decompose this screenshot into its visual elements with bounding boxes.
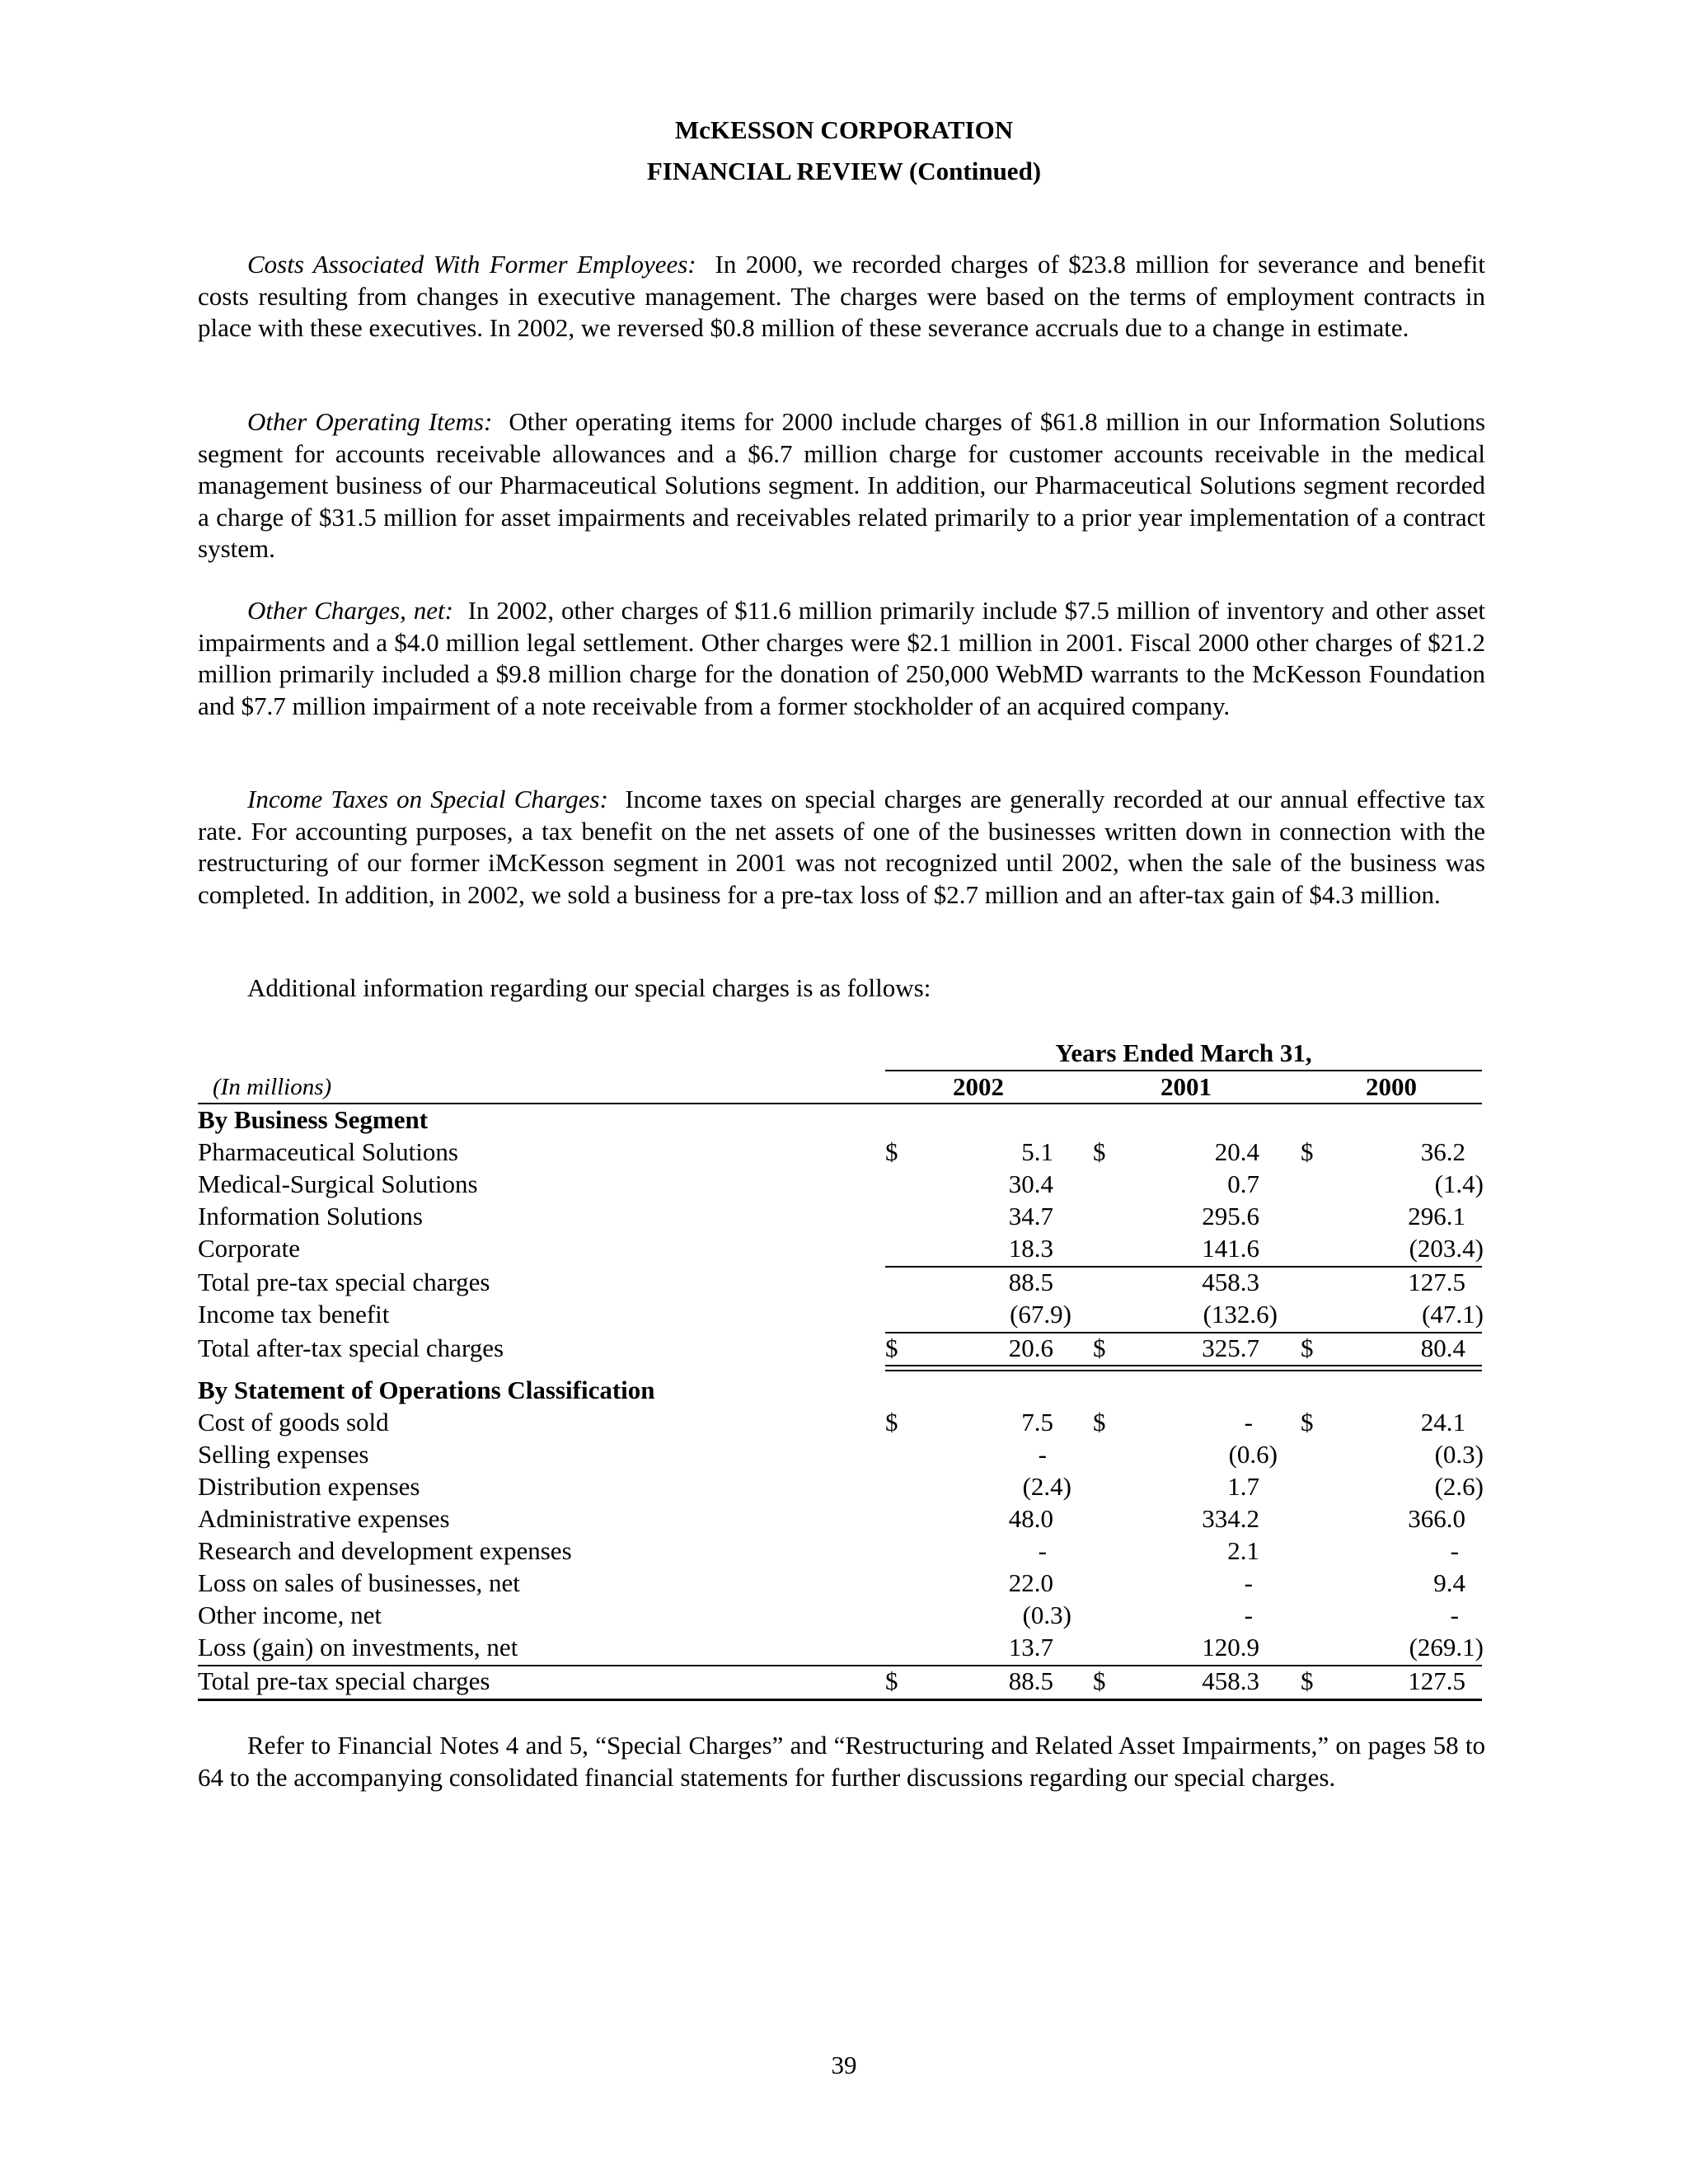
dollar-sign: $: [1093, 1408, 1106, 1436]
dollar-sign: $: [1301, 1408, 1314, 1436]
value-2001: 325.7: [1202, 1333, 1259, 1362]
value-2002: 18.3: [1008, 1234, 1053, 1263]
value-2000: -: [1450, 1536, 1459, 1565]
value-2000: (203.4): [1409, 1234, 1484, 1263]
paragraph-other-operating-items: [198, 406, 1485, 565]
value-2001: 458.3: [1202, 1268, 1259, 1296]
row-label: Corporate: [198, 1234, 300, 1263]
total-double-rule: [885, 1365, 1482, 1371]
value-2002: 30.4: [1008, 1169, 1053, 1198]
dollar-sign: $: [885, 1666, 898, 1695]
period-header: Years Ended March 31,: [1055, 1038, 1312, 1067]
paragraph-text: Other operating items for 2000 include charges of $61.8 million in our Information Solutions segment for accounts receivable allowances and a $6.7 million charge for customer accounts receivable in the medical management business of our Pharmaceutical Solutions segment. In addition, our Pharmaceutical Solutions segment recorded a charge of $31.5 million for asset impairments and receivables related primarily to a prior year implementation of a contract system.: [198, 407, 1486, 563]
value-2000: 36.2: [1420, 1137, 1465, 1166]
value-2001: 2.1: [1227, 1536, 1259, 1565]
value-2002: 7.5: [1021, 1408, 1053, 1436]
dollar-sign: $: [1301, 1666, 1314, 1695]
value-2001: -: [1244, 1408, 1253, 1436]
table-row: [0, 1439, 1688, 1470]
value-2000: 127.5: [1408, 1268, 1465, 1296]
column-header-2001: 2001: [1160, 1072, 1212, 1101]
table-intro: Additional information regarding our special charges is as follows:: [247, 973, 931, 1002]
value-2002: -: [1038, 1536, 1047, 1565]
value-2002: 48.0: [1008, 1504, 1053, 1533]
value-2000: -: [1450, 1601, 1459, 1629]
row-label: Distribution expenses: [198, 1472, 420, 1501]
dollar-sign: $: [885, 1408, 898, 1436]
value-2000: (47.1): [1422, 1300, 1484, 1329]
table-row: [0, 1137, 1688, 1168]
dollar-sign: $: [1301, 1137, 1314, 1166]
page-number: 39: [831, 2050, 857, 2079]
value-2001: 120.9: [1202, 1633, 1259, 1661]
value-2000: 127.5: [1408, 1666, 1465, 1695]
value-2002: (67.9): [1010, 1300, 1071, 1329]
dollar-sign: $: [885, 1137, 898, 1166]
row-label: Total pre-tax special charges: [198, 1268, 490, 1296]
row-label: Pharmaceutical Solutions: [198, 1137, 458, 1166]
value-2001: (0.6): [1228, 1440, 1278, 1469]
table-row: [0, 1632, 1688, 1663]
value-2002: 88.5: [1008, 1666, 1053, 1695]
row-label: Total after-tax special charges: [198, 1333, 504, 1362]
value-2001: 141.6: [1202, 1234, 1259, 1263]
page-subtitle: FINANCIAL REVIEW (Continued): [646, 157, 1042, 185]
row-label: Selling expenses: [198, 1440, 369, 1469]
table-row: [0, 1666, 1688, 1697]
value-2002: 13.7: [1008, 1633, 1053, 1661]
value-2002: 20.6: [1008, 1333, 1053, 1362]
table-row: [0, 1600, 1688, 1631]
table-row: [0, 1568, 1688, 1599]
table-row: [0, 1471, 1688, 1502]
value-2000: (1.4): [1434, 1169, 1484, 1198]
closing-paragraph: [198, 1730, 1485, 1793]
units-label: (In millions): [213, 1074, 332, 1100]
closing-text: Refer to Financial Notes 4 and 5, “Special Charges” and “Restructuring and Related Asset Impairments,” on pages 58 to 64 to the accompanying consolidated financial statements for further discussions regarding our special charges.: [198, 1731, 1485, 1792]
value-2001: 1.7: [1227, 1472, 1259, 1501]
column-header-2000: 2000: [1366, 1072, 1417, 1101]
row-label: Other income, net: [198, 1601, 382, 1629]
section-title-operations-classification: By Statement of Operations Classification: [198, 1376, 655, 1404]
value-2002: -: [1038, 1440, 1047, 1469]
row-label: Loss (gain) on investments, net: [198, 1633, 518, 1661]
value-2000: 296.1: [1408, 1202, 1465, 1230]
section-title-row: [0, 1104, 1688, 1136]
row-label: Information Solutions: [198, 1202, 423, 1230]
row-label: Loss on sales of businesses, net: [198, 1568, 520, 1597]
value-2000: (2.6): [1434, 1472, 1484, 1501]
value-2001: 0.7: [1227, 1169, 1259, 1198]
value-2001: -: [1244, 1568, 1253, 1597]
value-2000: (0.3): [1434, 1440, 1484, 1469]
paragraph-heading: Other Charges, net:: [247, 596, 453, 625]
row-label: Research and development expenses: [198, 1536, 572, 1565]
paragraph-heading: Costs Associated With Former Employees:: [247, 250, 696, 279]
value-2001: 458.3: [1202, 1666, 1259, 1695]
table-row: [0, 1503, 1688, 1535]
table-row: [0, 1333, 1688, 1364]
value-2000: 24.1: [1420, 1408, 1465, 1436]
dollar-sign: $: [885, 1333, 898, 1362]
value-2001: 20.4: [1214, 1137, 1259, 1166]
value-2001: 334.2: [1202, 1504, 1259, 1533]
value-2001: -: [1244, 1601, 1253, 1629]
value-2002: (0.3): [1022, 1601, 1071, 1629]
paragraph-income-taxes: [198, 784, 1485, 911]
company-title: McKESSON CORPORATION: [674, 115, 1014, 144]
table-row: [0, 1201, 1688, 1232]
value-2001: (132.6): [1203, 1300, 1278, 1329]
table-row: [0, 1169, 1688, 1200]
dollar-sign: $: [1093, 1137, 1106, 1166]
dollar-sign: $: [1301, 1333, 1314, 1362]
paragraph-former-employees: [198, 249, 1485, 344]
column-header-2002: 2002: [953, 1072, 1004, 1101]
paragraph-other-charges: [198, 595, 1485, 722]
row-label: Total pre-tax special charges: [198, 1666, 490, 1695]
table-row: [0, 1233, 1688, 1264]
row-label: Medical-Surgical Solutions: [198, 1169, 478, 1198]
paragraph-heading: Income Taxes on Special Charges:: [247, 785, 608, 813]
table-row: [0, 1267, 1688, 1298]
value-2002: 34.7: [1008, 1202, 1053, 1230]
value-2000: 366.0: [1408, 1504, 1465, 1533]
paragraph-text: Income taxes on special charges are generally recorded at our annual effective tax rate. For accounting purposes, a tax benefit on the net assets of one of the businesses written down in connection with the restructuring of our former iMcKesson segment in 2001 was not recognized until 2002, when the sale of the business was completed. In addition, in 2002, we sold a business for a pre-tax loss of $2.7 million and an after-tax gain of $4.3 million.: [198, 785, 1486, 909]
paragraph-text: In 2002, other charges of $11.6 million primarily include $7.5 million of inventory and other asset impairments and a $4.0 million legal settlement. Other charges were $2.1 million in 2001. Fiscal 2000 other charges of $21.2 million primarily included a $9.8 million charge for the donation of 250,000 WebMD warrants to the McKesson Foundation and $7.7 million impairment of a note receivable from a former stockholder of an acquired company.: [198, 596, 1486, 720]
row-label: Income tax benefit: [198, 1300, 390, 1329]
column-header-row: [0, 1071, 1688, 1103]
value-2000: 9.4: [1433, 1568, 1465, 1597]
value-2002: 5.1: [1021, 1137, 1053, 1166]
table-row: [0, 1535, 1688, 1567]
section-title-business-segment: By Business Segment: [198, 1105, 429, 1134]
dollar-sign: $: [1093, 1333, 1106, 1362]
paragraph-heading: Other Operating Items:: [247, 407, 493, 436]
paragraph-text: In 2000, we recorded charges of $23.8 million for severance and benefit costs resulting from changes in executive management. The charges were based on the terms of employment contracts in place with these executives. In 2002, we reversed $0.8 million of these severance accruals due to a change in estimate.: [198, 250, 1486, 342]
dollar-sign: $: [1093, 1666, 1106, 1695]
table-bottom-rule: [198, 1699, 1482, 1701]
value-2002: 88.5: [1008, 1268, 1053, 1296]
section-title-row: [0, 1375, 1688, 1406]
row-label: Cost of goods sold: [198, 1408, 389, 1436]
value-2000: (269.1): [1409, 1633, 1484, 1661]
value-2000: 80.4: [1420, 1333, 1465, 1362]
row-label: Administrative expenses: [198, 1504, 450, 1533]
value-2002: (2.4): [1022, 1472, 1071, 1501]
table-row: [0, 1299, 1688, 1330]
value-2001: 295.6: [1202, 1202, 1259, 1230]
value-2002: 22.0: [1008, 1568, 1053, 1597]
table-row: [0, 1407, 1688, 1438]
